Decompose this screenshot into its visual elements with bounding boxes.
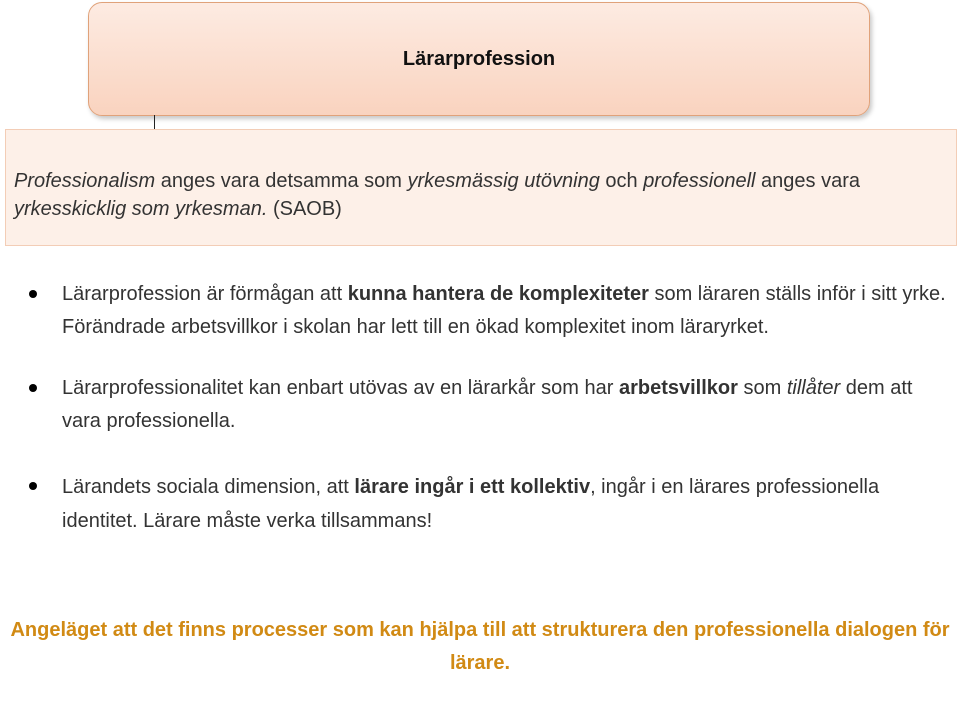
- bullet-dot-icon: [29, 482, 37, 490]
- title-box: [88, 2, 870, 116]
- term-yrkesskicklig: yrkesskicklig som yrkesman.: [14, 198, 268, 220]
- definition-text: [14, 167, 949, 223]
- term-professionalism: Professionalism: [14, 170, 156, 192]
- definition-text-1: anges vara detsamma som: [155, 170, 408, 192]
- bullet-dot-icon: [29, 384, 37, 392]
- definition-text-3: anges vara: [755, 170, 860, 192]
- bullet-2-bold: arbetsvillkor: [618, 377, 738, 399]
- bullet-2-italic: tillåter: [786, 377, 841, 399]
- bullet-social-dimension: [0, 470, 960, 538]
- term-professionell: professionell: [643, 170, 756, 192]
- bullet-3-bold: lärare ingår i ett kollektiv: [354, 476, 591, 498]
- conclusion-text: Angeläget att det finns processer som kan hjälpa till att strukturera den professionella dialogen för lärare.: [10, 619, 950, 674]
- page-title: Lärarprofession: [402, 47, 556, 70]
- definition-source: (SAOB): [267, 198, 342, 220]
- bullet-1-post: som läraren ställs inför i sitt yrke. Förändrade arbetsvillkor i skolan har lett till en ökad komplexitet inom läraryrket.: [62, 283, 946, 338]
- bullet-3-post: , ingår i en lärares professionella identitet. Lärare måste verka tillsammans!: [62, 476, 880, 532]
- bullet-2-mid: som: [737, 377, 787, 399]
- bullet-complexity: [0, 278, 960, 344]
- bullet-2-pre: Lärarprofessionalitet kan enbart utövas av en lärarkår som har: [62, 377, 619, 399]
- bullet-1-pre: Lärarprofession är förmågan att: [62, 283, 348, 305]
- bullet-2-post: dem att vara professionella.: [62, 377, 913, 432]
- term-yrkesmassig-utovning: yrkesmässig utövning: [407, 170, 600, 192]
- bullet-working-conditions: [0, 372, 960, 438]
- definition-text-2: och: [599, 170, 644, 192]
- bullet-1-bold: kunna hantera de komplexiteter: [347, 283, 649, 305]
- bullet-dot-icon: [29, 290, 37, 298]
- bullet-3-pre: Lärandets sociala dimension, att: [62, 476, 355, 498]
- bullet-list: [0, 278, 960, 538]
